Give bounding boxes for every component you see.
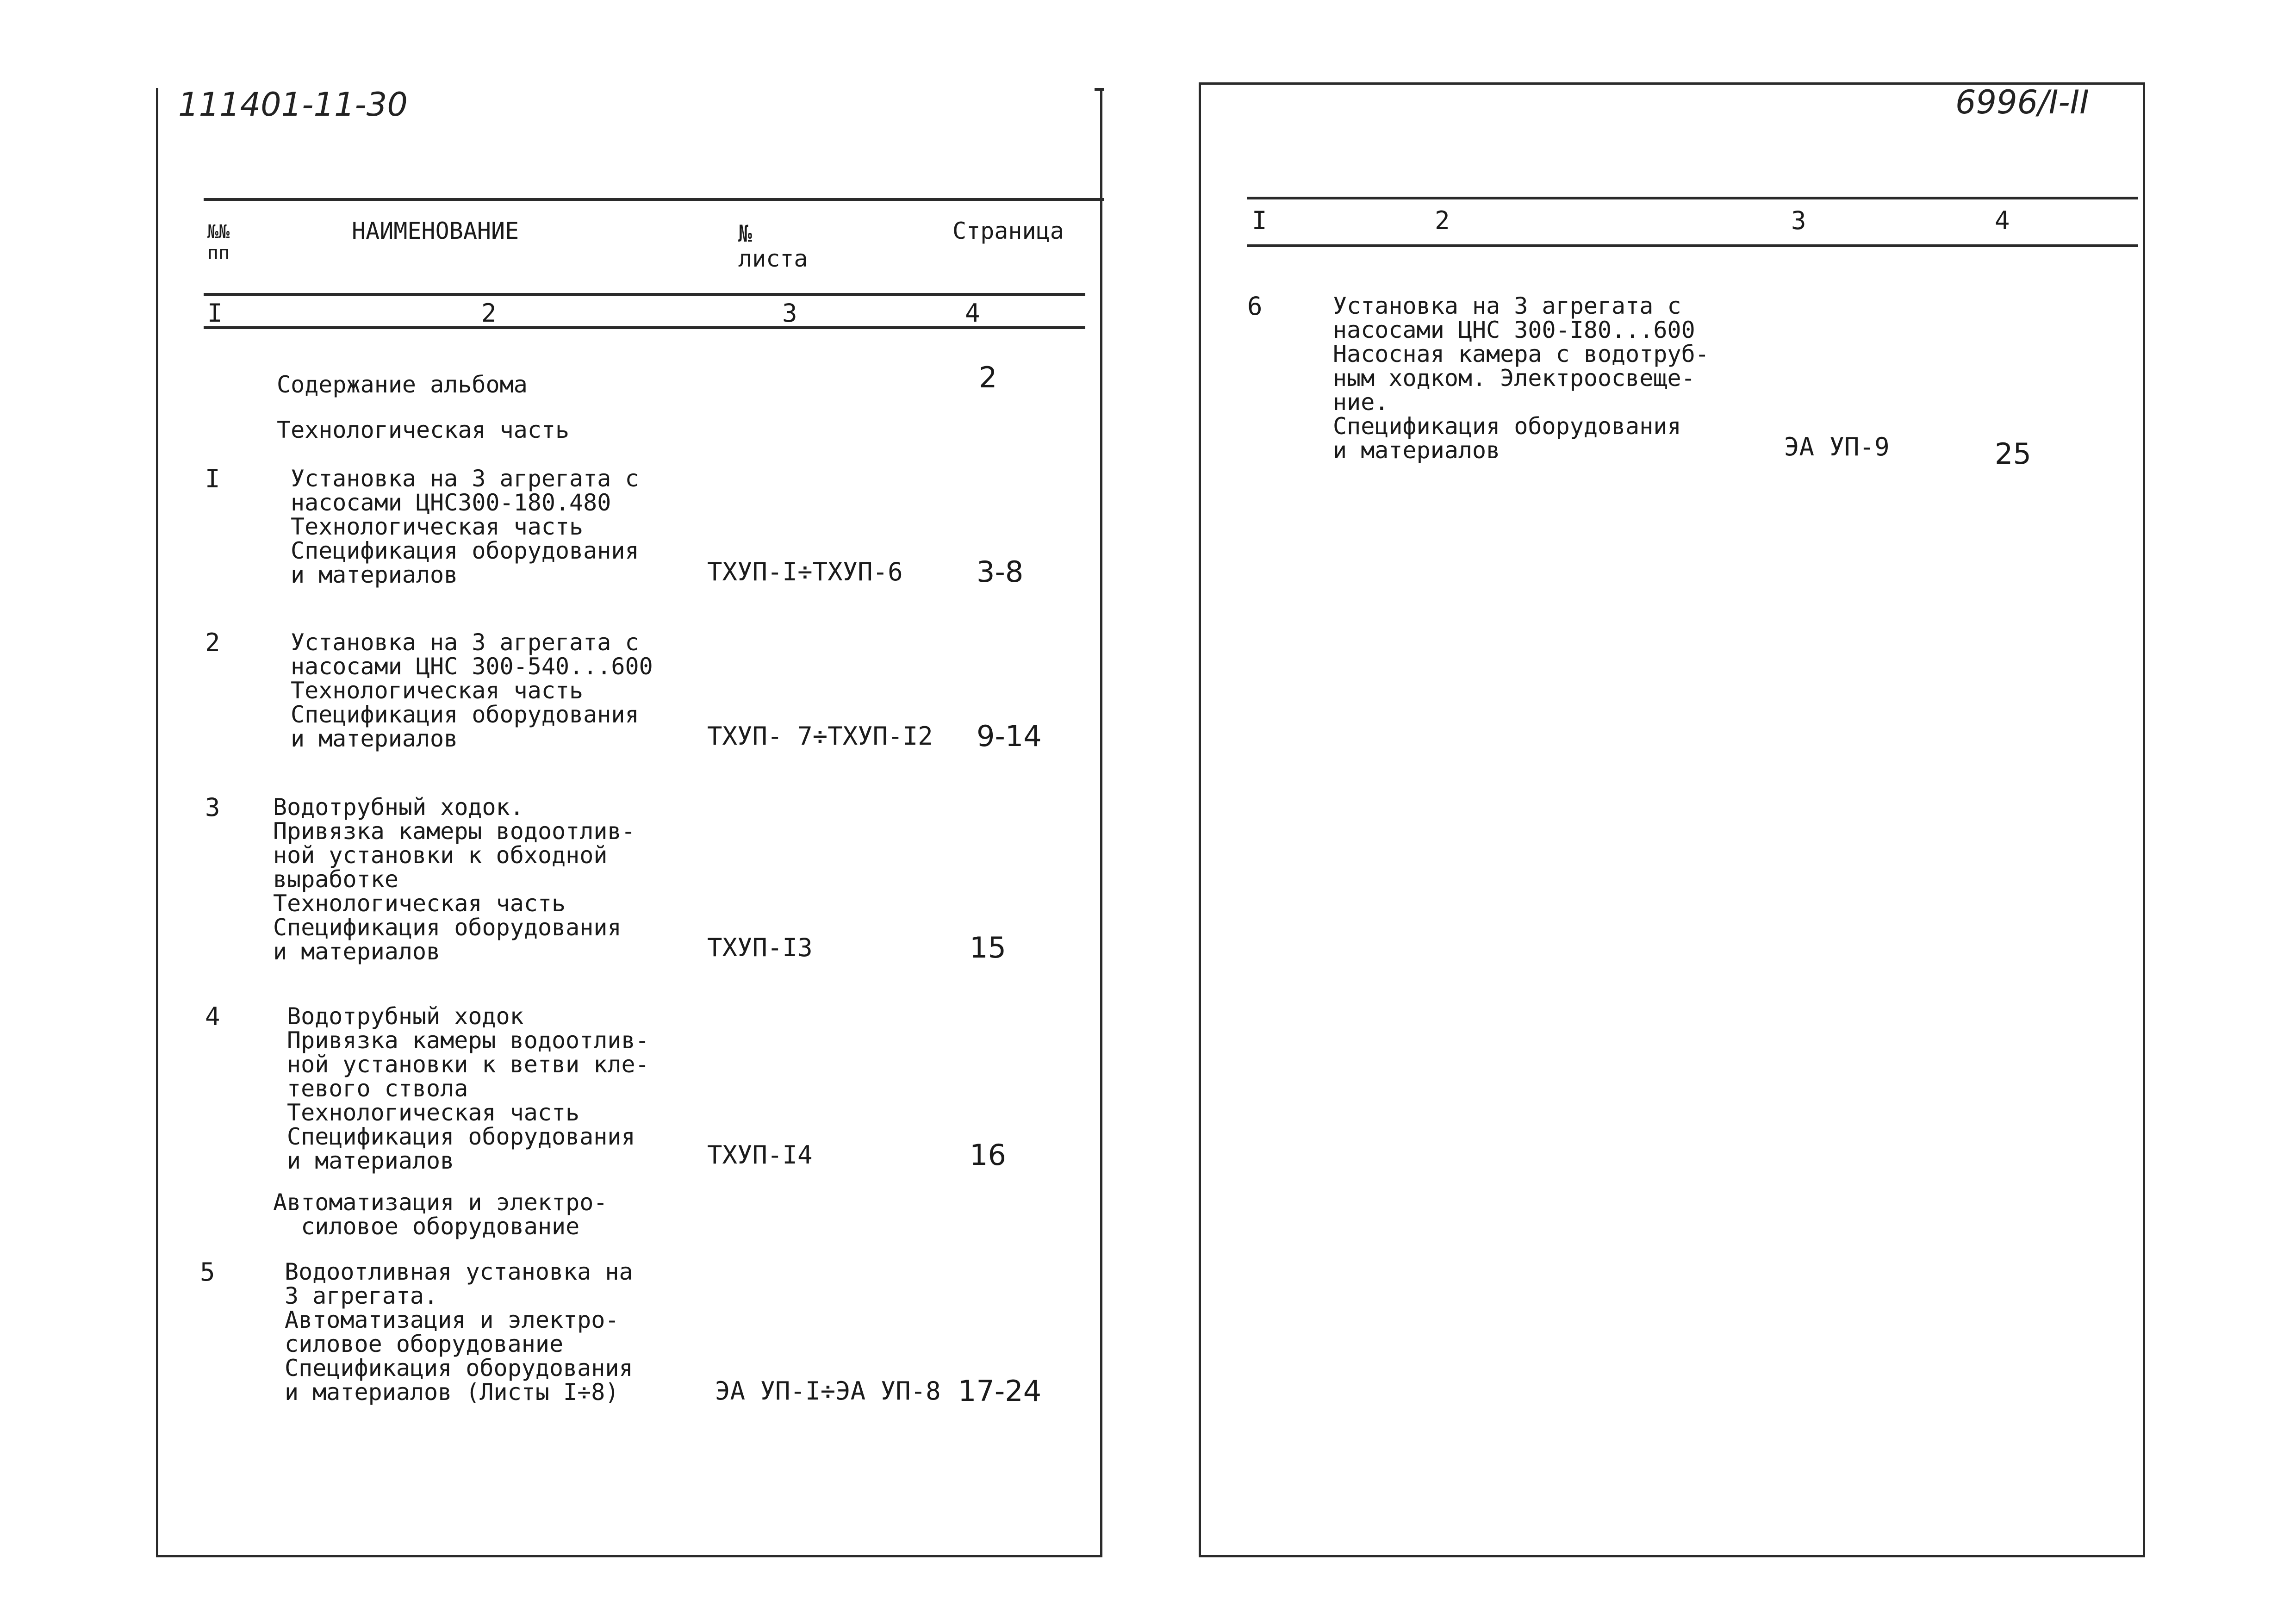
left-header-col-sheet: № листа — [738, 220, 808, 272]
left-header-bottom-rule — [204, 326, 1085, 329]
toc-row-5-page: 17-24 — [958, 1374, 1042, 1408]
toc-row-1-sheet: ТХУП-I÷ТХУП-6 — [707, 557, 903, 586]
toc-row-1-name: Установка на 3 агрегата с насосами ЦНС300-180.480 Технологическая часть Спецификация оборудования и материалов — [291, 465, 639, 588]
toc-row-4-name: Водотрубный ходок Привязка камеры водоотлив- ной установки к ветви кле- тевого ствола Технологическая часть Спецификация оборудования и материалов — [287, 1003, 649, 1174]
toc-row-2-name: Установка на 3 агрегата с насосами ЦНС 300-540...600 Технологическая часть Спецификация оборудования и материалов — [291, 629, 653, 752]
toc-row-3-sheet: ТХУП-I3 — [707, 933, 813, 962]
left-header-col-name: НАИМЕНОВАНИЕ — [352, 218, 519, 244]
toc-heading-technological: Технологическая часть — [277, 417, 570, 443]
toc-page-album-contents: 2 — [979, 361, 997, 394]
toc-row-6-number: 6 — [1247, 292, 1263, 321]
toc-row-2-number: 2 — [205, 628, 220, 657]
toc-row-3-name: Водотрубный ходок. Привязка камеры водоотлив- ной установки к обходной выработке Технологическая часть Спецификация оборудования и материалов — [273, 794, 635, 965]
toc-heading-automation: Автоматизация и электро- силовое оборудование — [273, 1189, 608, 1240]
left-header-top-rule — [204, 198, 1104, 201]
right-header-top-rule — [1247, 197, 2138, 199]
right-inventory-code: 6996/I-II — [1955, 83, 2089, 121]
toc-row-3-page: 15 — [970, 931, 1006, 964]
toc-row-4-page: 16 — [970, 1138, 1006, 1172]
left-top-edge-stub — [1095, 88, 1104, 91]
toc-row-4-number: 4 — [205, 1002, 220, 1031]
right-colnum-1: I — [1252, 206, 1267, 235]
toc-row-1-number: I — [205, 464, 220, 493]
left-header-col-no: №№ пп — [207, 221, 230, 264]
toc-row-4-sheet: ТХУП-I4 — [707, 1140, 813, 1170]
left-colnum-4: 4 — [965, 299, 980, 328]
toc-row-6-name: Установка на 3 агрегата с насосами ЦНС 300-I80...600 Насосная камера с водотруб- ным ходком. Электроосвеще- ние. Спецификация оборудования и материалов — [1333, 292, 1709, 464]
right-header-bottom-rule — [1247, 244, 2138, 247]
left-album-code: 111401-11-30 — [178, 86, 408, 124]
left-header-col-page: Страница — [952, 218, 1064, 244]
toc-row-3-number: 3 — [205, 793, 220, 822]
toc-row-1-page: 3-8 — [977, 555, 1024, 589]
toc-row-5-name: Водоотливная установка на 3 агрегата. Автоматизация и электро- силовое оборудование Спецификация оборудования и материалов (Листы I÷8) — [285, 1258, 633, 1406]
toc-entry-album-contents: Содержание альбома — [277, 371, 528, 398]
toc-row-6-sheet: ЭА УП-9 — [1784, 432, 1890, 461]
toc-row-2-page: 9-14 — [977, 719, 1042, 753]
right-colnum-3: 3 — [1791, 206, 1806, 235]
toc-row-6-page: 25 — [1995, 437, 2031, 471]
toc-row-2-sheet: ТХУП- 7÷ТХУП-I2 — [707, 722, 933, 751]
toc-row-5-sheet: ЭА УП-I÷ЭА УП-8 — [715, 1376, 941, 1406]
left-colnum-3: 3 — [782, 299, 797, 328]
left-header-mid-rule — [204, 293, 1085, 296]
right-colnum-4: 4 — [1995, 206, 2010, 235]
left-colnum-2: 2 — [481, 299, 497, 328]
right-colnum-2: 2 — [1435, 206, 1450, 235]
left-colnum-1: I — [207, 299, 223, 328]
toc-row-5-number: 5 — [200, 1257, 215, 1287]
